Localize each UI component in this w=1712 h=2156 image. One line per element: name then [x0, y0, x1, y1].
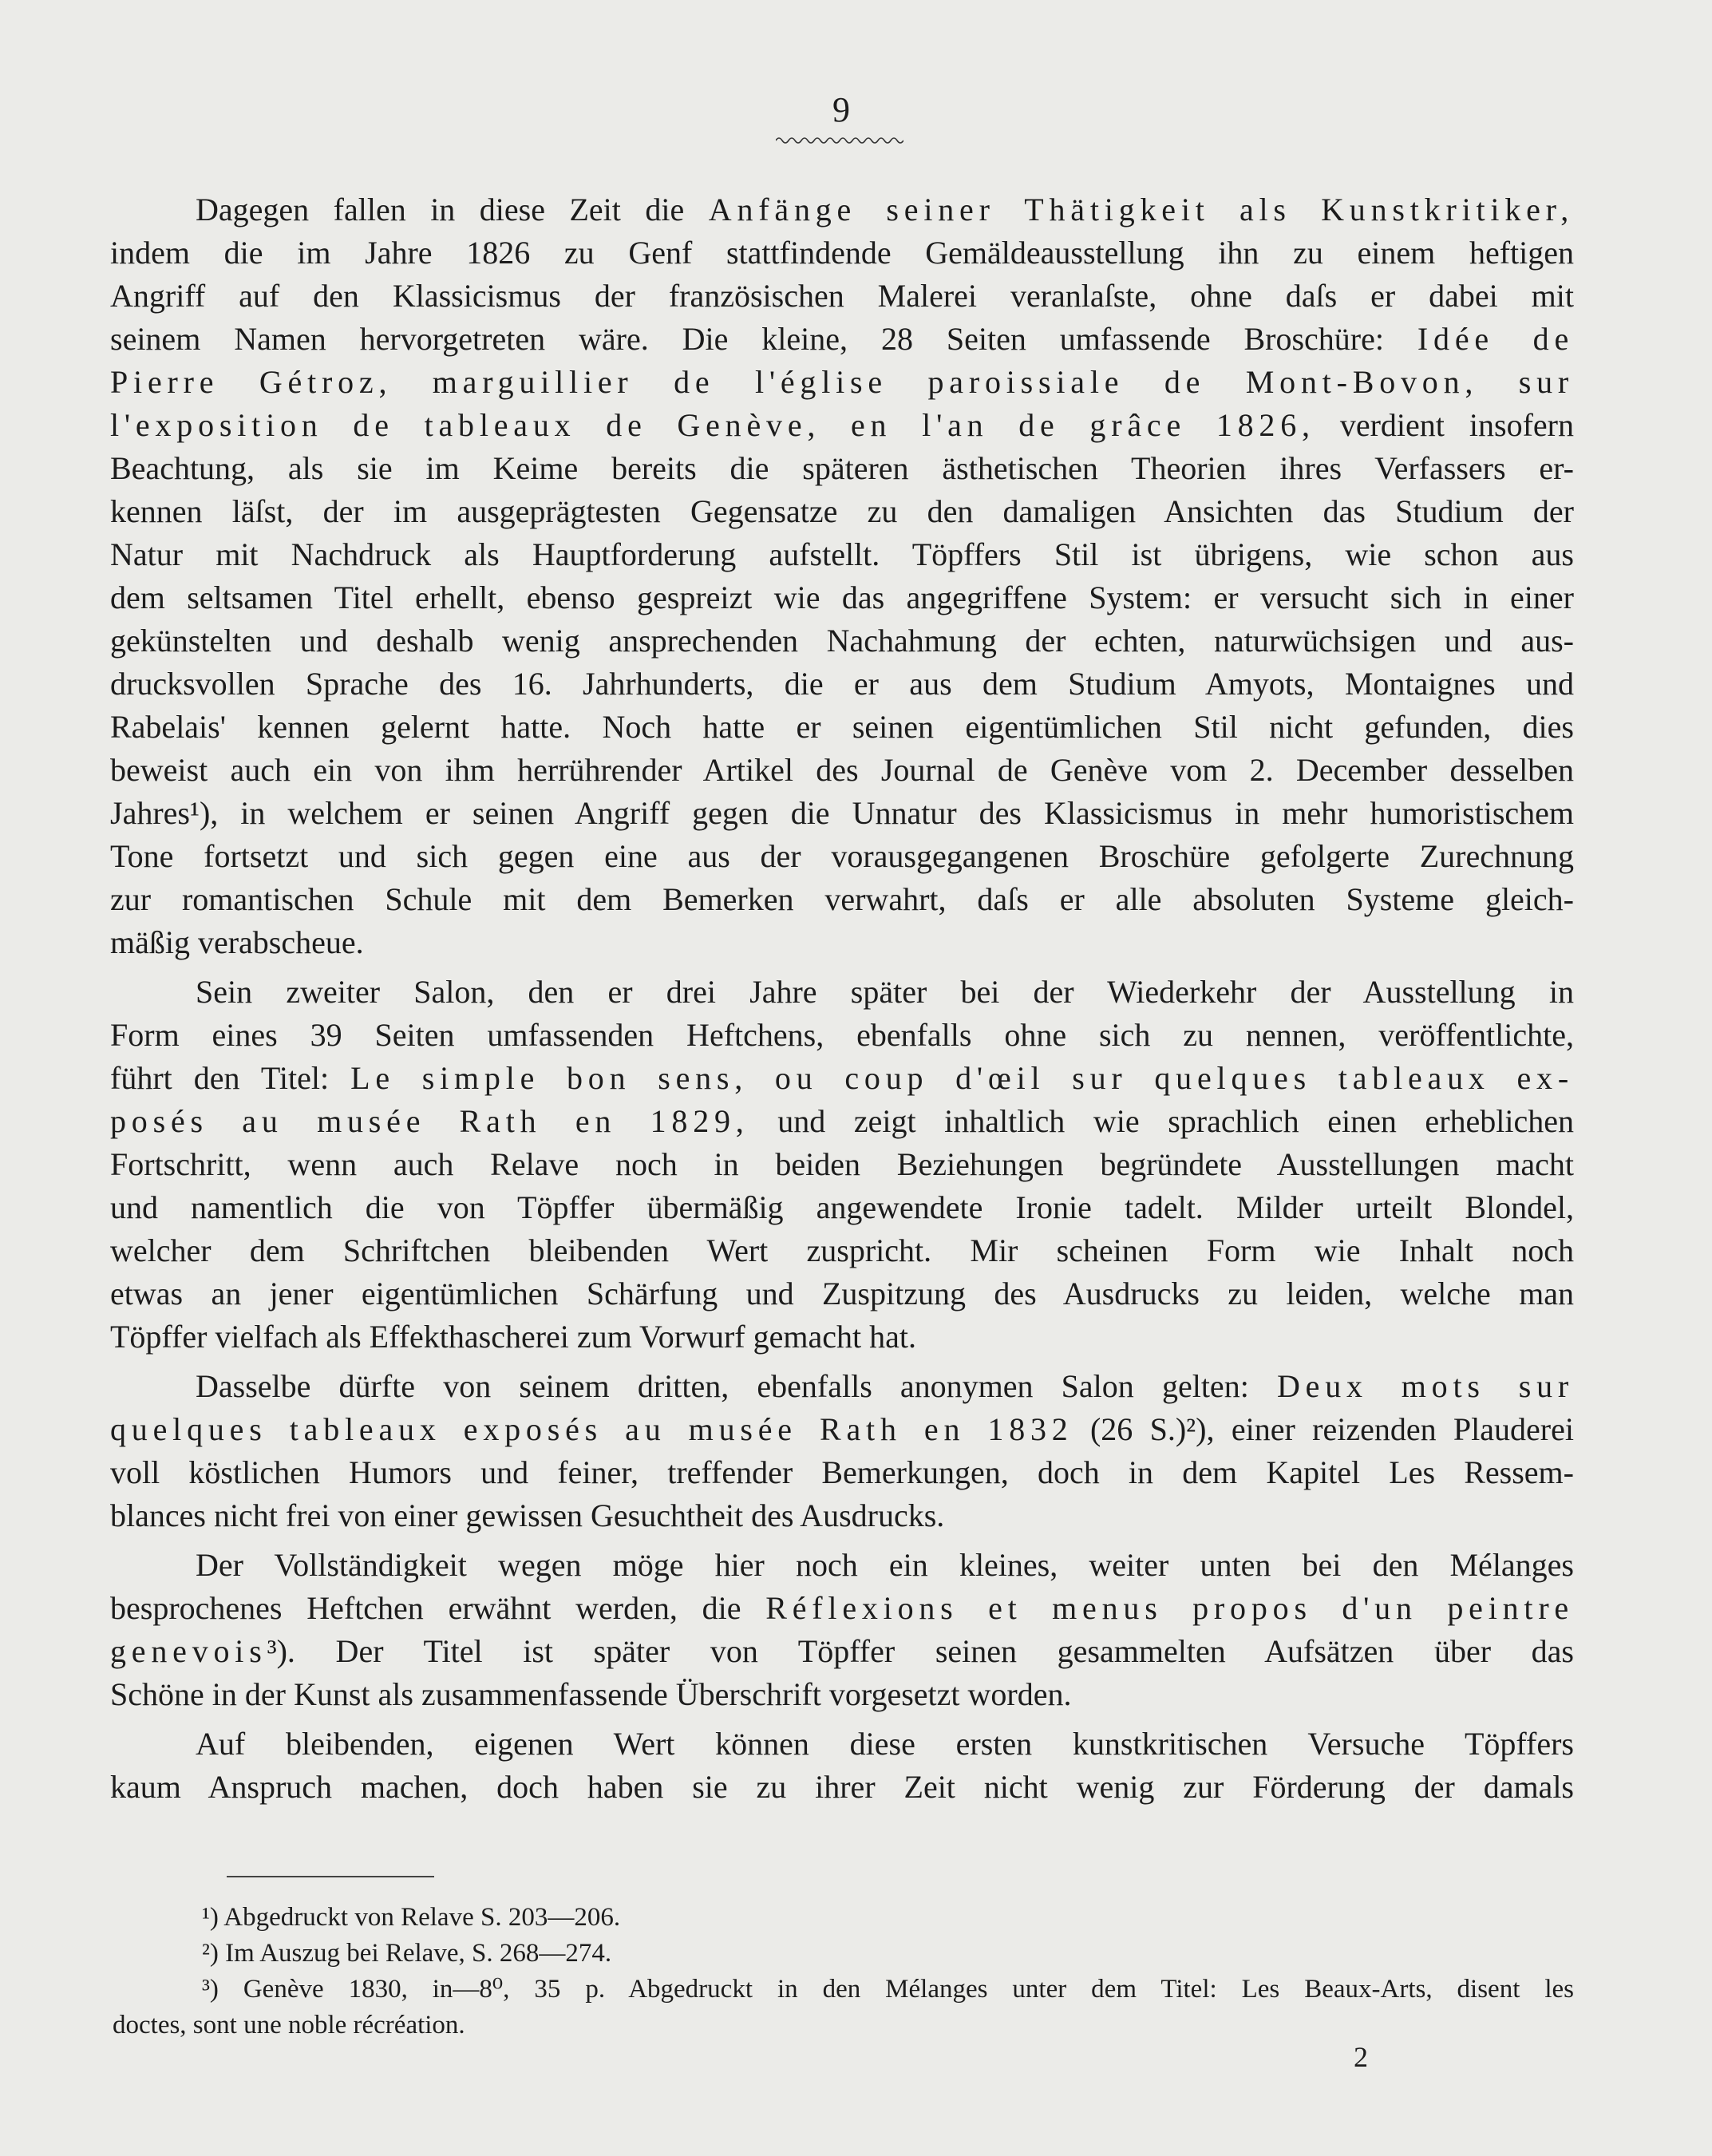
- text-line: [110, 1451, 1574, 1494]
- text-line: [110, 1229, 1574, 1272]
- text-segment: Angriff auf den Klassicismus der französischen Malerei veranlaſste, ohne daſs er dabei mit: [110, 278, 1574, 314]
- text-line: [110, 1766, 1574, 1809]
- text-segment: drucksvollen Sprache des 16. Jahrhunderts, die er aus dem Studium Amyots, Montaignes und: [110, 666, 1574, 702]
- spaced-title-text: Réflexions et menus propos d'un peintre: [765, 1590, 1574, 1626]
- text-segment: welcher dem Schriftchen bleibenden Wert zuspricht. Mir scheinen Form wie Inhalt noch: [110, 1232, 1574, 1268]
- ornamental-wavy-rule: [776, 136, 903, 145]
- text-segment: und namentlich die von Töpffer übermäßig angewendete Ironie tadelt. Milder urteilt Blondel,: [110, 1189, 1574, 1225]
- text-line: [110, 706, 1574, 749]
- text-line: [110, 835, 1574, 878]
- spaced-title-text: Deux mots sur: [1276, 1368, 1574, 1404]
- text-line: [110, 231, 1574, 275]
- text-segment: voll köstlichen Humors und feiner, treffender Bemerkungen, doch in dem Kapitel Les Ressem-: [110, 1454, 1574, 1490]
- text-segment: beweist auch ein von ihm herrührender Artikel des Journal de Genève vom 2. December desselben: [110, 752, 1574, 788]
- footnotes: [113, 1900, 1574, 2043]
- text-line: [110, 878, 1574, 921]
- text-line: [110, 619, 1574, 663]
- paragraph: [110, 1544, 1574, 1716]
- text-segment: Jahres¹), in welchem er seinen Angriff gegen die Unnatur des Klassicismus in mehr humoristischem: [110, 795, 1574, 831]
- text-line: [110, 1272, 1574, 1315]
- text-line: [110, 361, 1574, 404]
- body-text: [110, 188, 1574, 1815]
- text-segment: Auf bleibenden, eigenen Wert können diese ersten kunstkritischen Versuche Töpffers: [196, 1726, 1574, 1762]
- spaced-title-text: posés au musée Rath en 1829,: [110, 1103, 749, 1139]
- text-segment: indem die im Jahre 1826 zu Genf stattfindende Gemäldeausstellung ihn zu einem heftigen: [110, 235, 1574, 271]
- text-line: [110, 1057, 1574, 1100]
- text-line: [110, 1100, 1574, 1143]
- text-segment: kaum Anspruch machen, doch haben sie zu ihrer Zeit nicht wenig zur Förderung der damals: [110, 1769, 1574, 1805]
- text-segment: führt den Titel:: [110, 1060, 351, 1096]
- footnote-line: ³) Genève 1830, in—8⁰, 35 p. Abgedruckt in den Mélanges unter dem Titel: Les Beaux-Arts, disent les: [202, 1975, 1574, 2004]
- text-line: [110, 188, 1574, 231]
- text-line: [110, 1014, 1574, 1057]
- text-line: [110, 275, 1574, 318]
- footnote-line: doctes, sont une noble récréation.: [113, 2011, 465, 2039]
- paragraph: [110, 188, 1574, 964]
- text-line: [110, 971, 1574, 1014]
- text-segment: (26 S.)²), einer reizenden Plauderei: [1073, 1411, 1574, 1447]
- text-line: [110, 749, 1574, 792]
- text-segment: zur romantischen Schule mit dem Bemerken verwahrt, daſs er alle absoluten Systeme gleich-: [110, 881, 1574, 917]
- text-segment: besprochenes Heftchen erwähnt werden, die: [110, 1590, 766, 1626]
- text-line: [110, 1315, 1574, 1359]
- footnote-line: ²) Im Auszug bei Relave, S. 268—274.: [202, 1939, 612, 1968]
- footnote-line: ¹) Abgedruckt von Relave S. 203—206.: [202, 1903, 621, 1932]
- footnote-rule: [227, 1876, 434, 1877]
- paragraph: [110, 971, 1574, 1359]
- text-segment: dem seltsamen Titel erhellt, ebenso gespreizt wie das angegriffene System: er versucht sich in einer: [110, 580, 1574, 615]
- text-line: [110, 1544, 1574, 1587]
- text-segment: Töpffer vielfach als Effekthascherei zum Vorwurf gemacht hat.: [110, 1319, 916, 1355]
- spaced-title-text: quelques tableaux exposés au musée Rath en 1832: [110, 1411, 1073, 1447]
- text-line: [110, 1723, 1574, 1766]
- text-segment: Dagegen fallen in diese Zeit die: [196, 192, 709, 227]
- text-segment: Dasselbe dürfte von seinem dritten, ebenfalls anonymen Salon gelten:: [196, 1368, 1277, 1404]
- text-segment: Tone fortsetzt und sich gegen eine aus der vorausgegangenen Broschüre gefolgerte Zurechnung: [110, 838, 1574, 874]
- text-segment: Rabelais' kennen gelernt hatte. Noch hatte er seinen eigentümlichen Stil nicht gefunden, dies: [110, 709, 1574, 745]
- text-segment: ³). Der Titel ist später von Töpffer seinen gesammelten Aufsätzen über das: [267, 1633, 1574, 1669]
- spaced-title-text: Anfänge seiner Thätigkeit als Kunstkritiker,: [708, 192, 1574, 227]
- text-segment: mäßig verabscheue.: [110, 924, 364, 960]
- text-line: [110, 318, 1574, 361]
- text-line: [110, 404, 1574, 447]
- text-line: [110, 1408, 1574, 1451]
- text-line: [110, 533, 1574, 576]
- text-line: [110, 1143, 1574, 1186]
- text-line: [110, 792, 1574, 835]
- text-segment: und zeigt inhaltlich wie sprachlich einen erheblichen: [749, 1103, 1574, 1139]
- paragraph: [110, 1723, 1574, 1809]
- signature-mark: 2: [1354, 2041, 1368, 2073]
- text-line: [110, 1494, 1574, 1537]
- text-segment: verdient insofern: [1315, 407, 1574, 443]
- text-line: [110, 490, 1574, 533]
- spaced-title-text: Idée de: [1417, 321, 1574, 357]
- spaced-title-text: Pierre Gétroz, marguillier de l'église paroissiale de Mont-Bovon, sur: [110, 364, 1574, 400]
- paragraph: [110, 1365, 1574, 1537]
- text-line: [110, 1673, 1574, 1716]
- text-segment: kennen läſst, der im ausgeprägtesten Gegensatze zu den damaligen Ansichten das Studium der: [110, 493, 1574, 529]
- text-segment: Schöne in der Kunst als zusammenfassende Überschrift vorgesetzt worden.: [110, 1676, 1072, 1712]
- text-segment: Form eines 39 Seiten umfassenden Heftchens, ebenfalls ohne sich zu nennen, veröffentlichte,: [110, 1017, 1574, 1053]
- text-line: [110, 921, 1574, 964]
- text-segment: Natur mit Nachdruck als Hauptforderung aufstellt. Töpffers Stil ist übrigens, wie schon aus: [110, 536, 1574, 572]
- spaced-title-text: l'exposition de tableaux de Genève, en l'an de grâce 1826,: [110, 407, 1315, 443]
- page-number: 9: [832, 90, 850, 129]
- text-line: [110, 1630, 1574, 1673]
- text-line: [110, 1587, 1574, 1630]
- spaced-title-text: Le simple bon sens, ou coup d'œil sur quelques tableaux ex-: [350, 1060, 1574, 1096]
- text-segment: Sein zweiter Salon, den er drei Jahre später bei der Wiederkehr der Ausstellung in: [196, 974, 1574, 1010]
- text-segment: seinem Namen hervorgetreten wäre. Die kleine, 28 Seiten umfassende Broschüre:: [110, 321, 1417, 357]
- text-line: [110, 1186, 1574, 1229]
- text-segment: etwas an jener eigentümlichen Schärfung und Zuspitzung des Ausdrucks zu leiden, welche man: [110, 1276, 1574, 1311]
- text-segment: Der Vollständigkeit wegen möge hier noch ein kleines, weiter unten bei den Mélanges: [196, 1547, 1574, 1583]
- text-segment: blances nicht frei von einer gewissen Gesuchtheit des Ausdrucks.: [110, 1497, 945, 1533]
- text-segment: Fortschritt, wenn auch Relave noch in beiden Beziehungen begründete Ausstellungen macht: [110, 1146, 1574, 1182]
- text-line: [110, 447, 1574, 490]
- text-segment: gekünstelten und deshalb wenig ansprechenden Nachahmung der echten, naturwüchsigen und aus-: [110, 623, 1574, 659]
- text-line: [110, 576, 1574, 619]
- text-line: [110, 663, 1574, 706]
- spaced-title-text: genevois: [110, 1633, 267, 1669]
- text-segment: Beachtung, als sie im Keime bereits die späteren ästhetischen Theorien ihres Verfassers er-: [110, 450, 1574, 486]
- text-line: [110, 1365, 1574, 1408]
